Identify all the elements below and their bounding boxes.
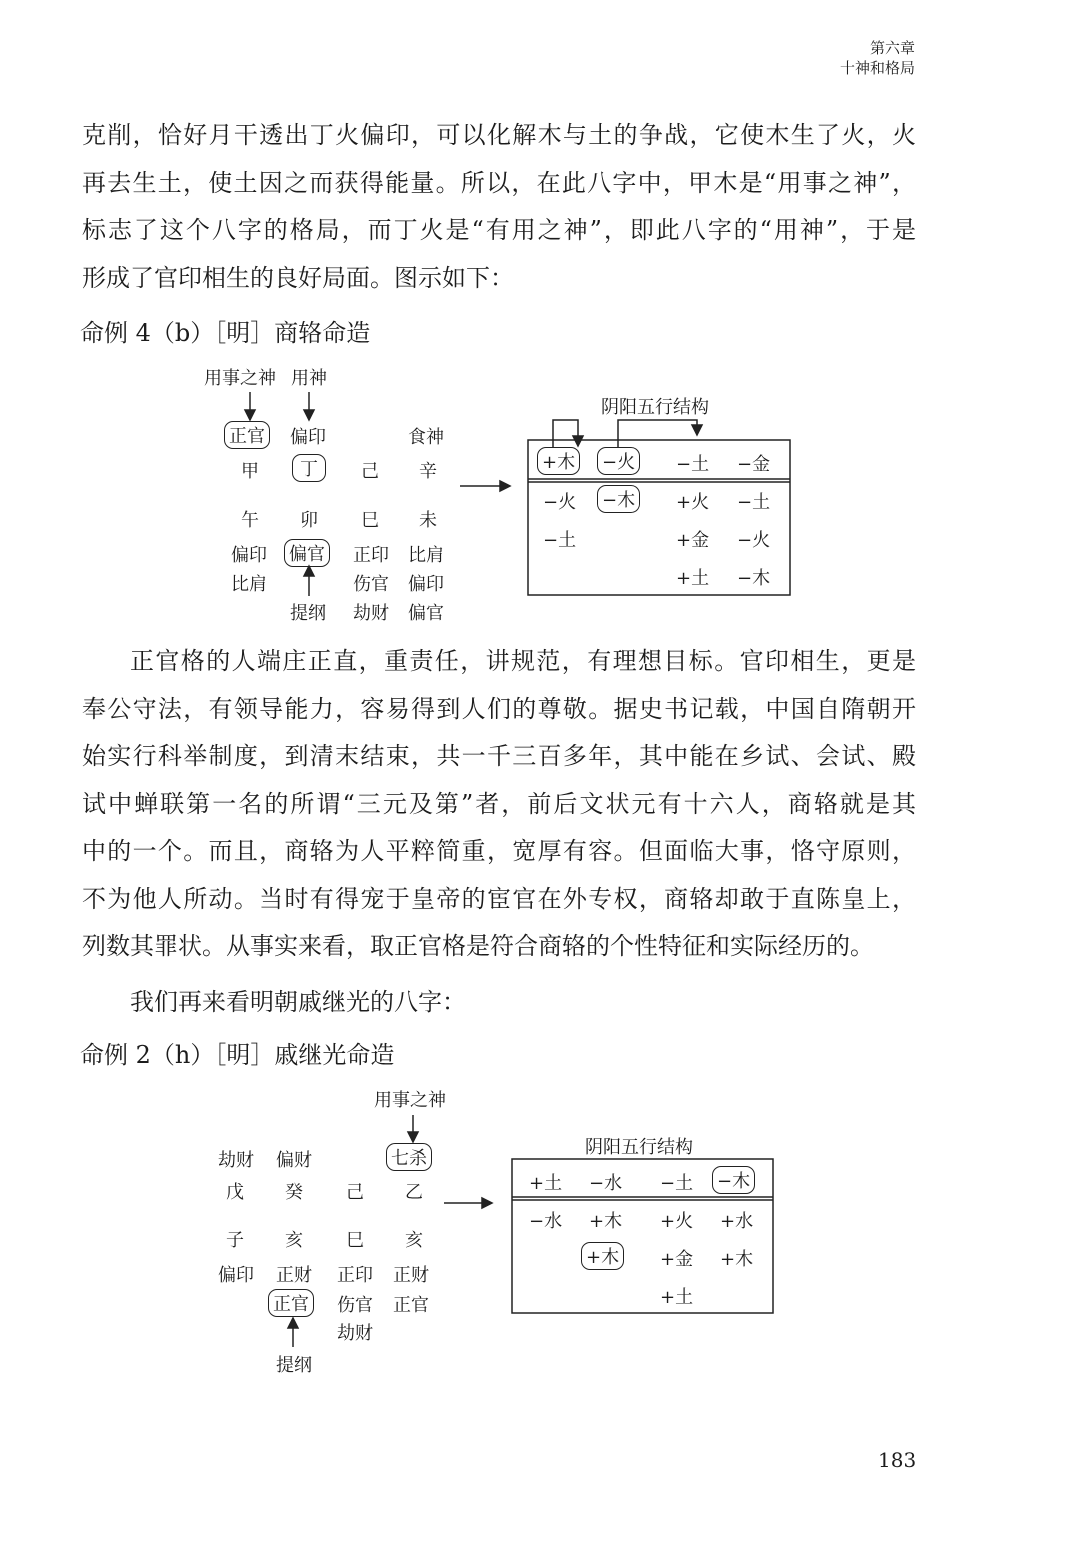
structure-cell: +土	[529, 1173, 563, 1194]
text-line: 形成了官印相生的良好局面。图示如下：	[82, 263, 514, 292]
text-line: 再去生土，使土因之而获得能量。所以，在此八字中，甲木是“用事之神”，	[82, 168, 916, 197]
branch-wu: 午	[241, 510, 259, 531]
tigang-label: 提纲	[290, 603, 326, 624]
hidden-god: 正财	[276, 1265, 312, 1286]
structure-cell: +火	[660, 1211, 694, 1232]
text-line: 正官格的人端庄正直，重责任，讲规范，有理想目标。官印相生，更是	[130, 647, 916, 675]
text-line: 克削，恰好月干透出丁火偏印，可以化解木与土的争战，它使木生了火，火	[82, 121, 916, 149]
example-1-caption: 命例 4（b）［明］商辂命造	[80, 319, 371, 347]
structure-cell: +土	[660, 1287, 694, 1308]
structure-cell: −木	[712, 1166, 755, 1194]
structure-cell: +水	[720, 1211, 754, 1232]
hidden-god: 偏官	[408, 603, 444, 624]
structure-cell: +木	[581, 1242, 624, 1270]
stem-god-qisha: 七杀	[386, 1143, 432, 1171]
structure-cell: −土	[660, 1173, 694, 1194]
structure-cell: −土	[737, 492, 771, 513]
structure-cell: +金	[676, 530, 710, 551]
hidden-god: 偏印	[231, 545, 267, 566]
chapter-title: 十神和格局	[839, 59, 915, 77]
structure-cell: −木	[737, 568, 771, 589]
hidden-god-zhengguan: 正官	[268, 1289, 314, 1317]
structure-title: 阴阳五行结构	[585, 1137, 693, 1158]
yongshi-label: 用事之神	[204, 368, 276, 389]
stem: 戊	[226, 1182, 244, 1203]
hidden-god: 伤官	[337, 1295, 373, 1316]
stem-god-shishen: 食神	[408, 427, 444, 448]
stem-xin: 辛	[419, 461, 437, 482]
structure-cell: +土	[676, 568, 710, 589]
structure-cell: −水	[529, 1211, 563, 1232]
stem: 乙	[405, 1182, 423, 1203]
stem-ding: 丁	[292, 454, 326, 482]
branch: 亥	[405, 1230, 423, 1251]
structure-cell: +木	[589, 1211, 623, 1232]
structure-title: 阴阳五行结构	[601, 397, 709, 418]
text-line: 列数其罪状。从事实来看，取正官格是符合商辂的个性特征和实际经历的。	[82, 932, 874, 960]
hidden-god: 劫财	[353, 603, 389, 624]
text-line: 我们再来看明朝戚继光的八字：	[130, 988, 466, 1016]
hidden-god: 劫财	[337, 1323, 373, 1344]
example-2-caption: 命例 2（h）［明］戚继光命造	[80, 1041, 395, 1069]
text-line: 中的一个。而且，商辂为人平粹简重，宽厚有容。但面临大事，恪守原则，	[82, 837, 916, 865]
structure-cell: +木	[537, 447, 580, 475]
structure-cell: −木	[597, 485, 640, 513]
branch-si: 巳	[361, 510, 379, 531]
structure-cell: +木	[720, 1249, 754, 1270]
structure-cell: −火	[737, 530, 771, 551]
structure-cell: −火	[543, 492, 577, 513]
structure-cell: +火	[676, 492, 710, 513]
hidden-god: 正财	[393, 1265, 429, 1286]
text-line: 试中蝉联第一名的所谓“三元及第”者，前后文状元有十六人，商辂就是其	[82, 789, 916, 818]
hidden-god: 比肩	[231, 574, 267, 595]
stem-ji: 己	[361, 461, 379, 482]
chapter-label: 第六章	[869, 39, 915, 57]
page-number: 183	[878, 1448, 917, 1472]
hidden-god-pianguan: 偏官	[284, 539, 330, 567]
structure-cell: −土	[676, 454, 710, 475]
branch: 子	[226, 1230, 244, 1251]
hidden-god: 偏印	[218, 1265, 254, 1286]
yongshen-label: 用神	[291, 368, 327, 389]
hidden-god: 正官	[393, 1295, 429, 1316]
branch-wei: 未	[419, 510, 437, 531]
stem-god: 偏财	[276, 1150, 312, 1171]
yongshi-label: 用事之神	[374, 1090, 446, 1111]
stem: 己	[346, 1182, 364, 1203]
hidden-god: 伤官	[353, 574, 389, 595]
stem-jia: 甲	[241, 461, 259, 482]
structure-cell: −水	[589, 1173, 623, 1194]
branch-mao: 卯	[300, 510, 318, 531]
stem-god-pianyin: 偏印	[290, 427, 326, 448]
hidden-god: 正印	[337, 1265, 373, 1286]
text-line: 不为他人所动。当时有得宠于皇帝的宦官在外专权，商辂却敢于直陈皇上，	[82, 884, 916, 913]
stem-god-zhengguan: 正官	[224, 421, 270, 449]
hidden-god: 正印	[353, 545, 389, 566]
hidden-god: 比肩	[408, 545, 444, 566]
text-line: 始实行科举制度，到清末结束，共一千三百多年，其中能在乡试、会试、殿	[82, 742, 916, 770]
text-line: 奉公守法，有领导能力，容易得到人们的尊敬。据史书记载，中国自隋朝开	[82, 694, 916, 723]
structure-cell: −火	[597, 447, 640, 475]
stem-god: 劫财	[218, 1150, 254, 1171]
hidden-god: 偏印	[408, 574, 444, 595]
branch: 亥	[285, 1230, 303, 1251]
stem: 癸	[285, 1182, 303, 1203]
structure-cell: −土	[543, 530, 577, 551]
tigang-label: 提纲	[276, 1355, 312, 1376]
text-line: 标志了这个八字的格局，而丁火是“有用之神”，即此八字的“用神”，于是	[82, 216, 916, 244]
structure-cell: −金	[737, 454, 771, 475]
structure-cell: +金	[660, 1249, 694, 1270]
branch: 巳	[346, 1230, 364, 1251]
